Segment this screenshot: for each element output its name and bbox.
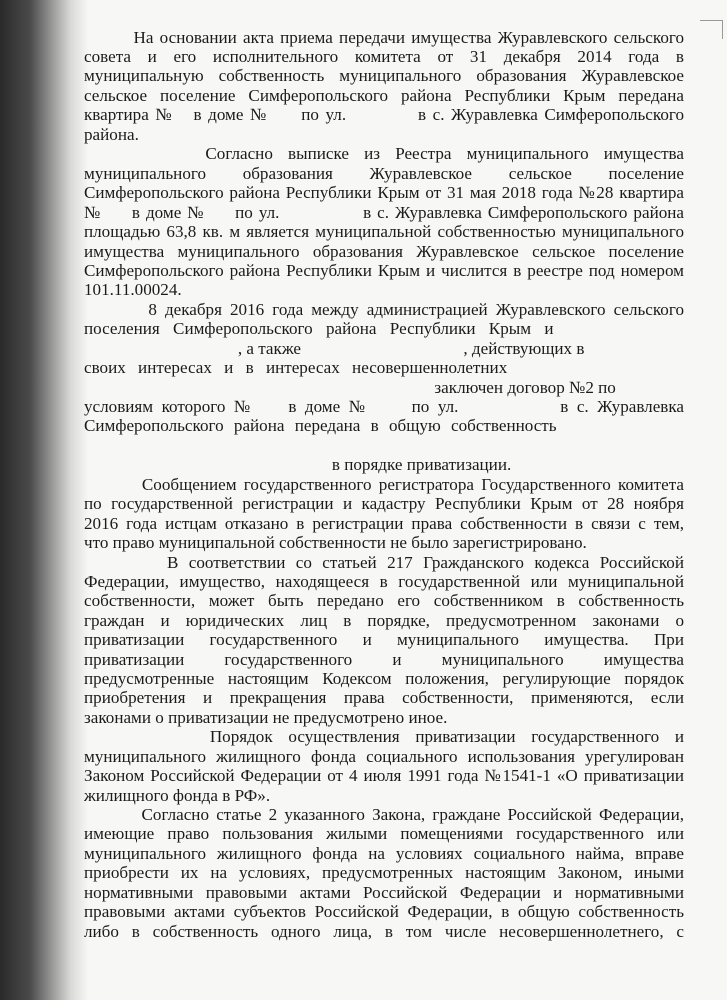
text-line: 2016 года истцам отказано в регистрации права собственности в связи с тем, xyxy=(84,514,684,533)
text-line: предусмотренные настоящим Кодексом положения, регулирующие порядок xyxy=(84,669,684,688)
text-line: что право муниципальной собственности не было зарегистрировано. xyxy=(84,533,587,552)
text-line: имеющие право пользования жилыми помещениями государственного или xyxy=(84,824,684,843)
text-line: муниципального образования Журавлевское сельское поселение xyxy=(84,164,684,183)
text-line: приватизации государственного и муниципального имущества xyxy=(84,650,684,669)
text-line: Законом Российской Федерации от 4 июля 1991 года №1541-1 «О приватизации xyxy=(84,766,684,785)
text-line: В соответствии со статьей 217 Гражданского кодекса Российской xyxy=(84,553,684,572)
text-line: 8 декабря 2016 года между администрацией Журавлевского сельского xyxy=(84,300,684,319)
text-line: условиям которого № в доме № по ул. в с. Журавлевка xyxy=(84,397,684,416)
text-line: сельское поселение Симферопольского района Республики Крым передана xyxy=(84,86,684,105)
text-line: 101.11.00024. xyxy=(84,280,182,299)
text-line: граждан и юридических лиц в порядке, предусмотренном законами о xyxy=(84,611,684,630)
text-line: Симферопольского района Республики Крым и числится в реестре под номером xyxy=(84,261,684,280)
text-line: имущества муниципального образования Журавлевское сельское поселение xyxy=(84,242,684,261)
text-line: площадью 63,8 кв. м является муниципальной собственностью муниципального xyxy=(84,222,684,241)
text-line: собственности, может быть передано его собственником в собственность xyxy=(84,591,684,610)
text-line: района. xyxy=(84,125,139,144)
text-line: жилищного фонда в РФ». xyxy=(84,786,271,805)
text-line: нормативными правовыми актами Российской Федерации и нормативными xyxy=(84,883,684,902)
text-line: На основании акта приема передачи имущества Журавлевского сельского xyxy=(84,28,684,47)
text-line: Сообщением государственного регистратора Государственного комитета xyxy=(84,475,684,494)
text-line: № в доме № по ул. в с. Журавлевка Симферопольского района xyxy=(84,203,684,222)
text-line: поселения Симферопольского района Республики Крым и xyxy=(84,319,554,338)
text-line: по государственной регистрации и кадастру Республики Крым от 28 ноября xyxy=(84,494,684,513)
text-line: в порядке приватизации. xyxy=(84,455,512,474)
text-line: муниципального жилищного фонда социального использования урегулирован xyxy=(84,747,684,766)
text-line: совета и его исполнительного комитета от 31 декабря 2014 года в xyxy=(84,47,684,66)
text-line: правовыми актами субъектов Российской Федерации, в общую собственность xyxy=(84,902,684,921)
text-line: приватизации государственного и муниципального имущества. При xyxy=(84,630,684,649)
text-line: муниципального жилищного фонда на условиях социального найма, вправе xyxy=(84,844,684,863)
text-line: квартира № в доме № по ул. в с. Журавлевка Симферопольского xyxy=(84,105,684,124)
text-line: законами о приватизации не предусмотрено иное. xyxy=(84,708,448,727)
text-line: Порядок осуществления приватизации государственного и xyxy=(84,727,684,746)
text-line: Симферопольского района передана в общую собственность xyxy=(84,416,557,435)
text-line: Симферопольского района Республики Крым от 31 мая 2018 года №28 квартира xyxy=(84,183,684,202)
text-line: Федерации, имущество, находящееся в государственной или муниципальной xyxy=(84,572,684,591)
text-line: Согласно статье 2 указанного Закона, граждане Российской Федерации, xyxy=(84,805,684,824)
text-line: заключен договор №2 по xyxy=(84,378,616,397)
text-line: приобрести их на условиях, предусмотренных настоящим Законом, иными xyxy=(84,863,684,882)
text-line: либо в собственность одного лица, в том числе несовершеннолетнего, с xyxy=(84,922,684,941)
text-line: , а также , действующих в xyxy=(84,339,585,358)
text-line: муниципальную собственность муниципального образования Журавлевское xyxy=(84,66,684,85)
text-line: Согласно выписке из Реестра муниципального имущества xyxy=(84,144,684,163)
text-line: своих интересах и в интересах несовершеннолетних xyxy=(84,358,508,377)
text-line: приобретения и прекращения права собственности, применяются, если xyxy=(84,688,684,707)
